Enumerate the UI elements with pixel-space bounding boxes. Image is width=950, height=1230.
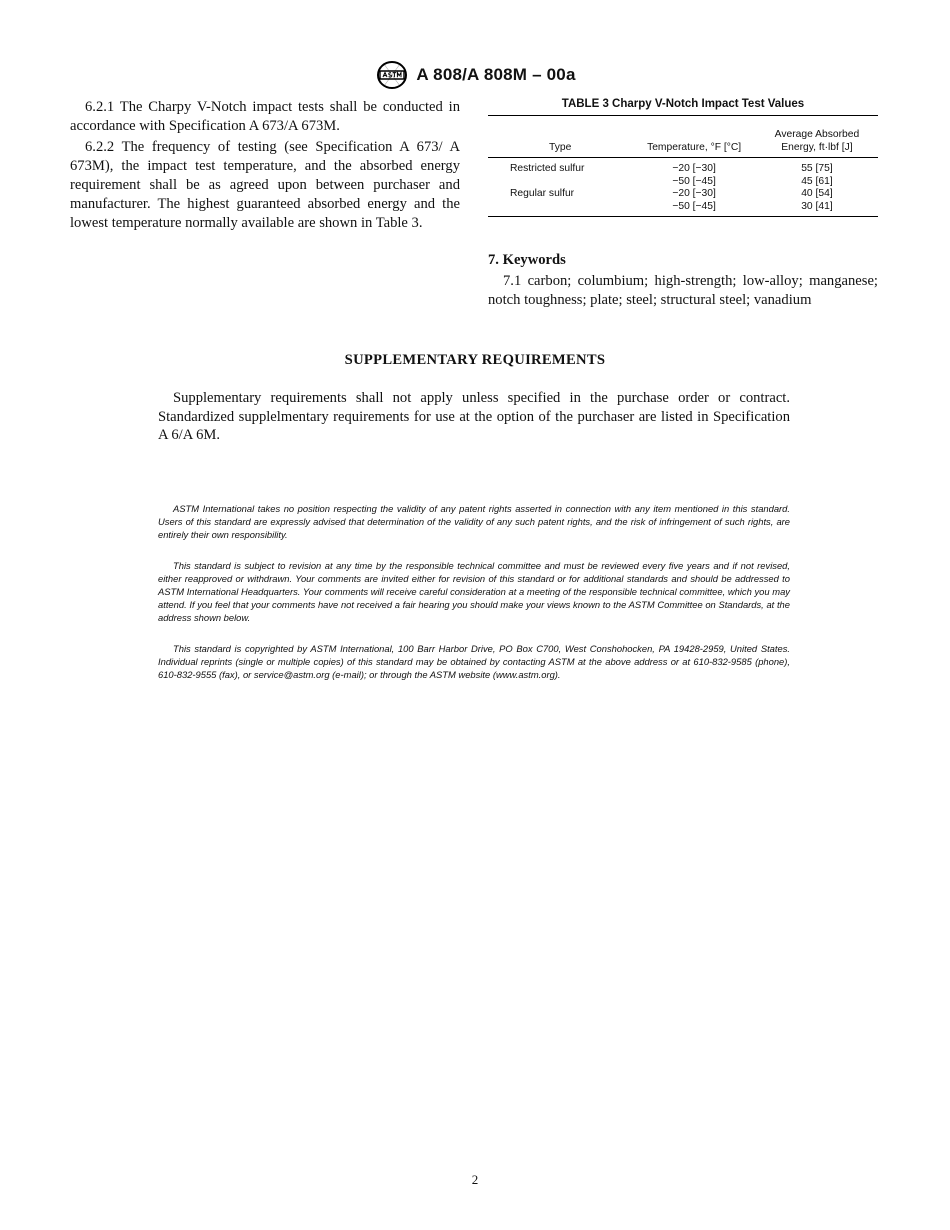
astm-logo-icon: [374, 60, 410, 90]
header-temperature: Temperature, °F [°C]: [632, 116, 756, 158]
cell-temperature: −20 [−30]: [672, 163, 716, 174]
table-row: [488, 158, 878, 176]
header-energy-line2: Energy, ft·lbf [J]: [781, 142, 853, 153]
table-title: TABLE 3 Charpy V-Notch Impact Test Values: [561, 98, 805, 110]
keywords-heading: 7. Keywords: [488, 252, 566, 268]
cell-energy: 45 [61]: [801, 175, 833, 187]
header-energy: [756, 116, 878, 158]
table-row: [488, 176, 878, 189]
cell-energy: 55 [75]: [801, 163, 833, 174]
supplementary-text: Supplementary requirements shall not apply unless specified in the purchase order or contract. Standardized supplelmentary requirements for use at the option of the purchaser are listed in Specification A 6/A 6M.: [158, 390, 790, 443]
patent-notice: ASTM International takes no position respecting the validity of any patent rights asserted in connection with any item mentioned in this standard. Users of this standard are expressly advised that determination of the validity of any such patent rights, and the risk of infringement of such rights, are entirely their own responsibility.: [158, 503, 790, 540]
copyright-notice: This standard is copyrighted by ASTM International, 100 Barr Harbor Drive, PO Box C700, West Conshohocken, PA 19428-2959, United States. Individual reprints (single or multiple copies) of this standard may be obtained by contacting ASTM at the above address or at 610-832-9585 (phone), 610-832-9555 (fax), or service@astm.org (e-mail); or through the ASTM website (www.astm.org).: [158, 643, 790, 680]
impact-test-table: [488, 115, 878, 217]
cell-temperature: −50 [−45]: [632, 201, 756, 217]
table-row: [488, 188, 878, 201]
table-3-block: [488, 98, 878, 217]
table-header-row: [488, 116, 878, 158]
revision-notice: This standard is subject to revision at any time by the responsible technical committee and must be reviewed every five years and if not revised, either reapproved or withdrawn. Your comments are invited either for revision of this standard or for additional standards and should be addressed to ASTM International Headquarters. Your comments will receive careful consideration at a meeting of the responsible technical committee, which you may attend. If you feel that your comments have not received a fair hearing you should make your views known to the ASTM Committee on Standards, at the address shown below.: [158, 560, 790, 623]
legal-notices: [158, 502, 790, 699]
paragraph-6-2-2: 6.2.2 The frequency of testing (see Specification A 673/ A 673M), the impact test temperature, and the absorbed energy requirement shall be as agreed upon between purchaser and manufacturer. The highest guaranteed absorbed energy and the lowest temperature normally available are shown in Table 3.: [70, 139, 460, 231]
page-number: 2: [471, 1172, 479, 1187]
cell-energy: 40 [54]: [801, 188, 833, 199]
document-header: [0, 60, 950, 95]
cell-type: [488, 201, 632, 217]
paragraph-6-2-1: 6.2.1 The Charpy V-Notch impact tests shall be conducted in accordance with Specification A 673/A 673M.: [70, 99, 460, 134]
header-type: Type: [488, 116, 632, 158]
keywords-text: 7.1 carbon; columbium; high-strength; low-alloy; manganese; notch toughness; plate; steel; structural steel; vanadium: [488, 273, 878, 308]
cell-temperature: −20 [−30]: [672, 188, 716, 199]
cell-type: [488, 176, 632, 189]
cell-temperature: −50 [−45]: [672, 175, 716, 187]
cell-type: Regular sulfur: [510, 188, 575, 199]
cell-energy: 30 [41]: [756, 201, 878, 217]
header-energy-line1: Average Absorbed: [774, 129, 860, 140]
keywords-section: [488, 252, 878, 310]
cell-type: Restricted sulfur: [510, 163, 585, 174]
table-row: [488, 201, 878, 217]
left-column: [70, 98, 460, 235]
supplementary-title: SUPPLEMENTARY REQUIREMENTS: [344, 352, 606, 368]
standard-designation: A 808/A 808M – 00a: [416, 65, 576, 84]
